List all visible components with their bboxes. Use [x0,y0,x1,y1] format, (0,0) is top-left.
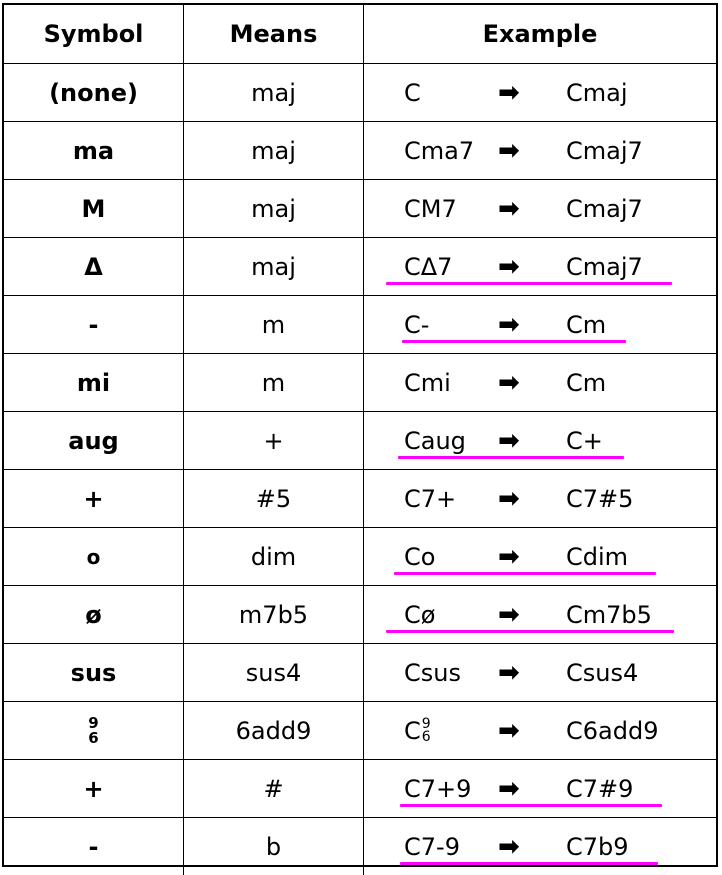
example-converted-chord: C7b9 [566,832,629,861]
highlight-underline [400,804,662,807]
arrow-right-icon: ➡ [498,831,520,862]
symbol-cell: Δ [4,238,184,295]
example-original-chord: Cø [404,600,436,629]
arrow-right-icon: ➡ [498,309,520,340]
means-cell: #5 [184,470,364,527]
symbol-cell: + [4,470,184,527]
symbol-cell: mi [4,354,184,411]
arrow-right-icon: ➡ [498,541,520,572]
table-row [4,353,716,411]
symbol-cell: M [4,180,184,237]
arrow-right-icon: ➡ [498,599,520,630]
example-cell [364,354,716,411]
highlight-underline [386,630,674,633]
stacked-9-over-6: 9 6 [421,715,431,745]
example-original-chord: Cma7 [404,136,475,165]
means-cell: dim [184,528,364,585]
example-converted-chord: C+ [566,426,603,455]
highlight-underline [394,572,656,575]
example-converted-chord: C7#5 [566,484,634,513]
example-cell [364,760,716,817]
example-converted-chord: Cm [566,368,607,397]
arrow-right-icon: ➡ [498,425,520,456]
table-row [4,411,716,469]
example-cell [364,818,716,875]
example-converted-chord: Cm7b5 [566,600,652,629]
means-cell: maj [184,180,364,237]
table-row [4,63,716,121]
example-original-chord: CΔ7 [404,252,453,281]
means-cell: sus4 [184,644,364,701]
example-cell [364,180,716,237]
header-means: Means [184,5,364,63]
means-cell: maj [184,64,364,121]
example-original-chord: Cmi [404,368,451,397]
symbol-cell: aug [4,412,184,469]
example-original-chord: C7+9 [404,774,472,803]
table-row [4,469,716,527]
symbol-cell: + [4,760,184,817]
table-row [4,817,716,875]
example-converted-chord: Cm [566,310,607,339]
table-row [4,527,716,585]
example-converted-chord: Cmaj7 [566,252,643,281]
arrow-right-icon: ➡ [498,715,520,746]
example-cell [364,702,716,759]
means-cell: maj [184,238,364,295]
example-cell [364,64,716,121]
example-original-chord: Caug [404,426,466,455]
example-converted-chord: Cdim [566,542,629,571]
table-row [4,585,716,643]
example-original-chord: Co [404,542,436,571]
example-original-chord: Csus [404,658,461,687]
table-row [4,701,716,759]
example-cell [364,412,716,469]
arrow-right-icon: ➡ [498,367,520,398]
table-row [4,237,716,295]
means-cell: # [184,760,364,817]
chord-symbol-table [2,3,718,867]
symbol-cell: ma [4,122,184,179]
symbol-cell [4,702,184,759]
example-original-chord: CM7 [404,194,457,223]
arrow-right-icon: ➡ [498,193,520,224]
example-original-chord: C- [404,310,430,339]
header-row [4,5,716,63]
means-cell: m [184,354,364,411]
symbol-cell: - [4,818,184,875]
symbol-cell: (none) [4,64,184,121]
example-converted-chord: Cmaj [566,78,628,107]
arrow-right-icon: ➡ [498,483,520,514]
table-row [4,759,716,817]
symbol-cell: o [4,528,184,585]
header-example: Example [482,20,598,48]
example-converted-chord: C6add9 [566,716,659,745]
arrow-right-icon: ➡ [498,773,520,804]
example-original-chord: C7-9 [404,832,460,861]
example-converted-chord: Cmaj7 [566,194,643,223]
example-original-chord: C [404,78,421,107]
example-cell [364,122,716,179]
means-cell: m7b5 [184,586,364,643]
highlight-underline [402,340,626,343]
example-cell [364,238,716,295]
highlight-underline [398,456,624,459]
example-converted-chord: Cmaj7 [566,136,643,165]
arrow-right-icon: ➡ [498,135,520,166]
arrow-right-icon: ➡ [498,657,520,688]
arrow-right-icon: ➡ [498,77,520,108]
example-cell [364,296,716,353]
example-converted-chord: C7#9 [566,774,634,803]
example-cell [364,644,716,701]
example-cell [364,470,716,527]
example-cell [364,528,716,585]
symbol-cell: sus [4,644,184,701]
table-row [4,121,716,179]
means-cell: maj [184,122,364,179]
table-row [4,179,716,237]
means-cell: m [184,296,364,353]
table-row [4,295,716,353]
means-cell: b [184,818,364,875]
highlight-underline [386,282,672,285]
means-cell: 6add9 [184,702,364,759]
arrow-right-icon: ➡ [498,251,520,282]
example-original-chord: C7+ [404,484,457,513]
example-original-chord: C 9 6 [404,715,431,745]
means-cell: + [184,412,364,469]
symbol-cell: ø [4,586,184,643]
table-row [4,643,716,701]
highlight-underline [400,862,658,865]
header-symbol: Symbol [4,5,184,63]
example-cell [364,586,716,643]
stacked-9-over-6: 9 6 [88,713,99,747]
example-converted-chord: Csus4 [566,658,639,687]
symbol-cell: - [4,296,184,353]
